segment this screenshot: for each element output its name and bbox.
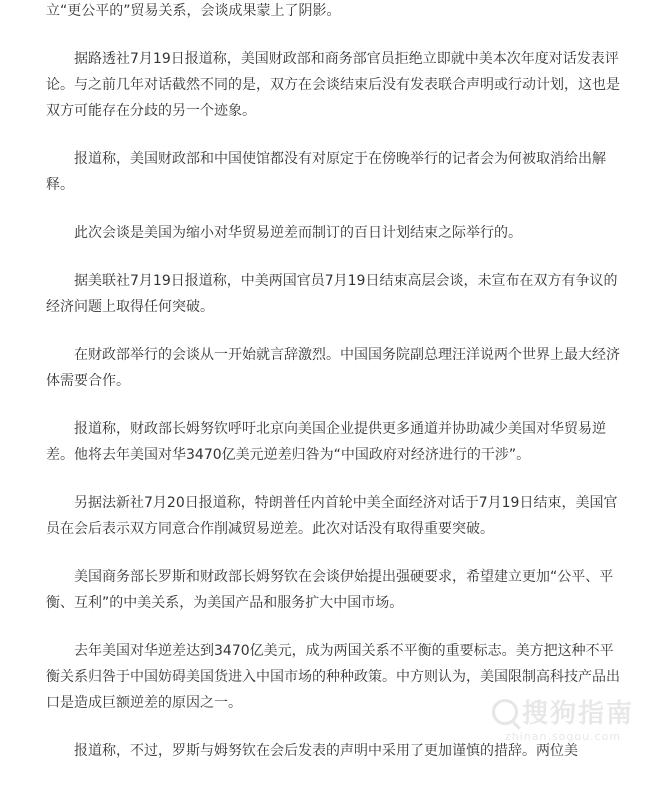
article-paragraph: 此次会谈是美国为缩小对华贸易逆差而制订的百日计划结束之际举行的。 [74,225,522,241]
article-paragraph: 立“更公平的”贸易关系，会谈成果蒙上了阴影。 [46,3,341,19]
article-paragraph: 另据法新社7月20日报道称，特朗普任内首轮中美全面经济对话于7月19日结束，美国官员在会后表示双方同意合作削减贸易逆差。此次对话没有取得重要突破。 [46,495,618,537]
search-magnifier-icon [492,699,518,725]
watermark-url: zhinan.sogou.com [504,730,622,743]
watermark-brand [492,693,634,730]
article-paragraph: 据路透社7月19日报道称，美国财政部和商务部官员拒绝立即就中美本次年度对话发表评论。与之前几年对话截然不同的是，双方在会谈结束后没有发表联合声明或行动计划，这也是双方可能存在分歧的另一个迹象。 [46,51,620,119]
watermark-text: 搜狗指南 [521,699,634,729]
article-paragraph: 报道称，财政部长姆努钦呼吁北京向美国企业提供更多通道并协助减少美国对华贸易逆差。他将去年美国对华3470亿美元逆差归咎为“中国政府对经济进行的干涉”。 [46,421,606,463]
article-paragraph: 报道称，美国财政部和中国使馆都没有对原定于在傍晚举行的记者会为何被取消给出解释。 [46,151,606,193]
article-paragraph: 报道称，不过，罗斯与姆努钦在会后发表的声明中采用了更加谨慎的措辞。两位美 [74,743,578,759]
sogou-watermark [492,693,634,743]
article-paragraph: 美国商务部长罗斯和财政部长姆努钦在会谈伊始提出强硬要求，希望建立更加“公平、平衡、互利”的中美关系，为美国产品和服务扩大中国市场。 [46,569,614,611]
article-body [46,0,626,786]
article-paragraph: 在财政部举行的会谈从一开始就言辞激烈。中国国务院副总理汪洋说两个世界上最大经济体需要合作。 [46,347,620,389]
article-paragraph: 据美联社7月19日报道称，中美两国官员7月19日结束高层会谈，未宣布在双方有争议的经济问题上取得任何突破。 [46,273,618,315]
article-paragraph: 去年美国对华逆差达到3470亿美元，成为两国关系不平衡的重要标志。美方把这种不平衡关系归咎于中国妨碍美国货进入中国市场的种种政策。中方则认为，美国限制高科技产品出口是造成巨额逆差的原因之一。 [46,643,620,711]
